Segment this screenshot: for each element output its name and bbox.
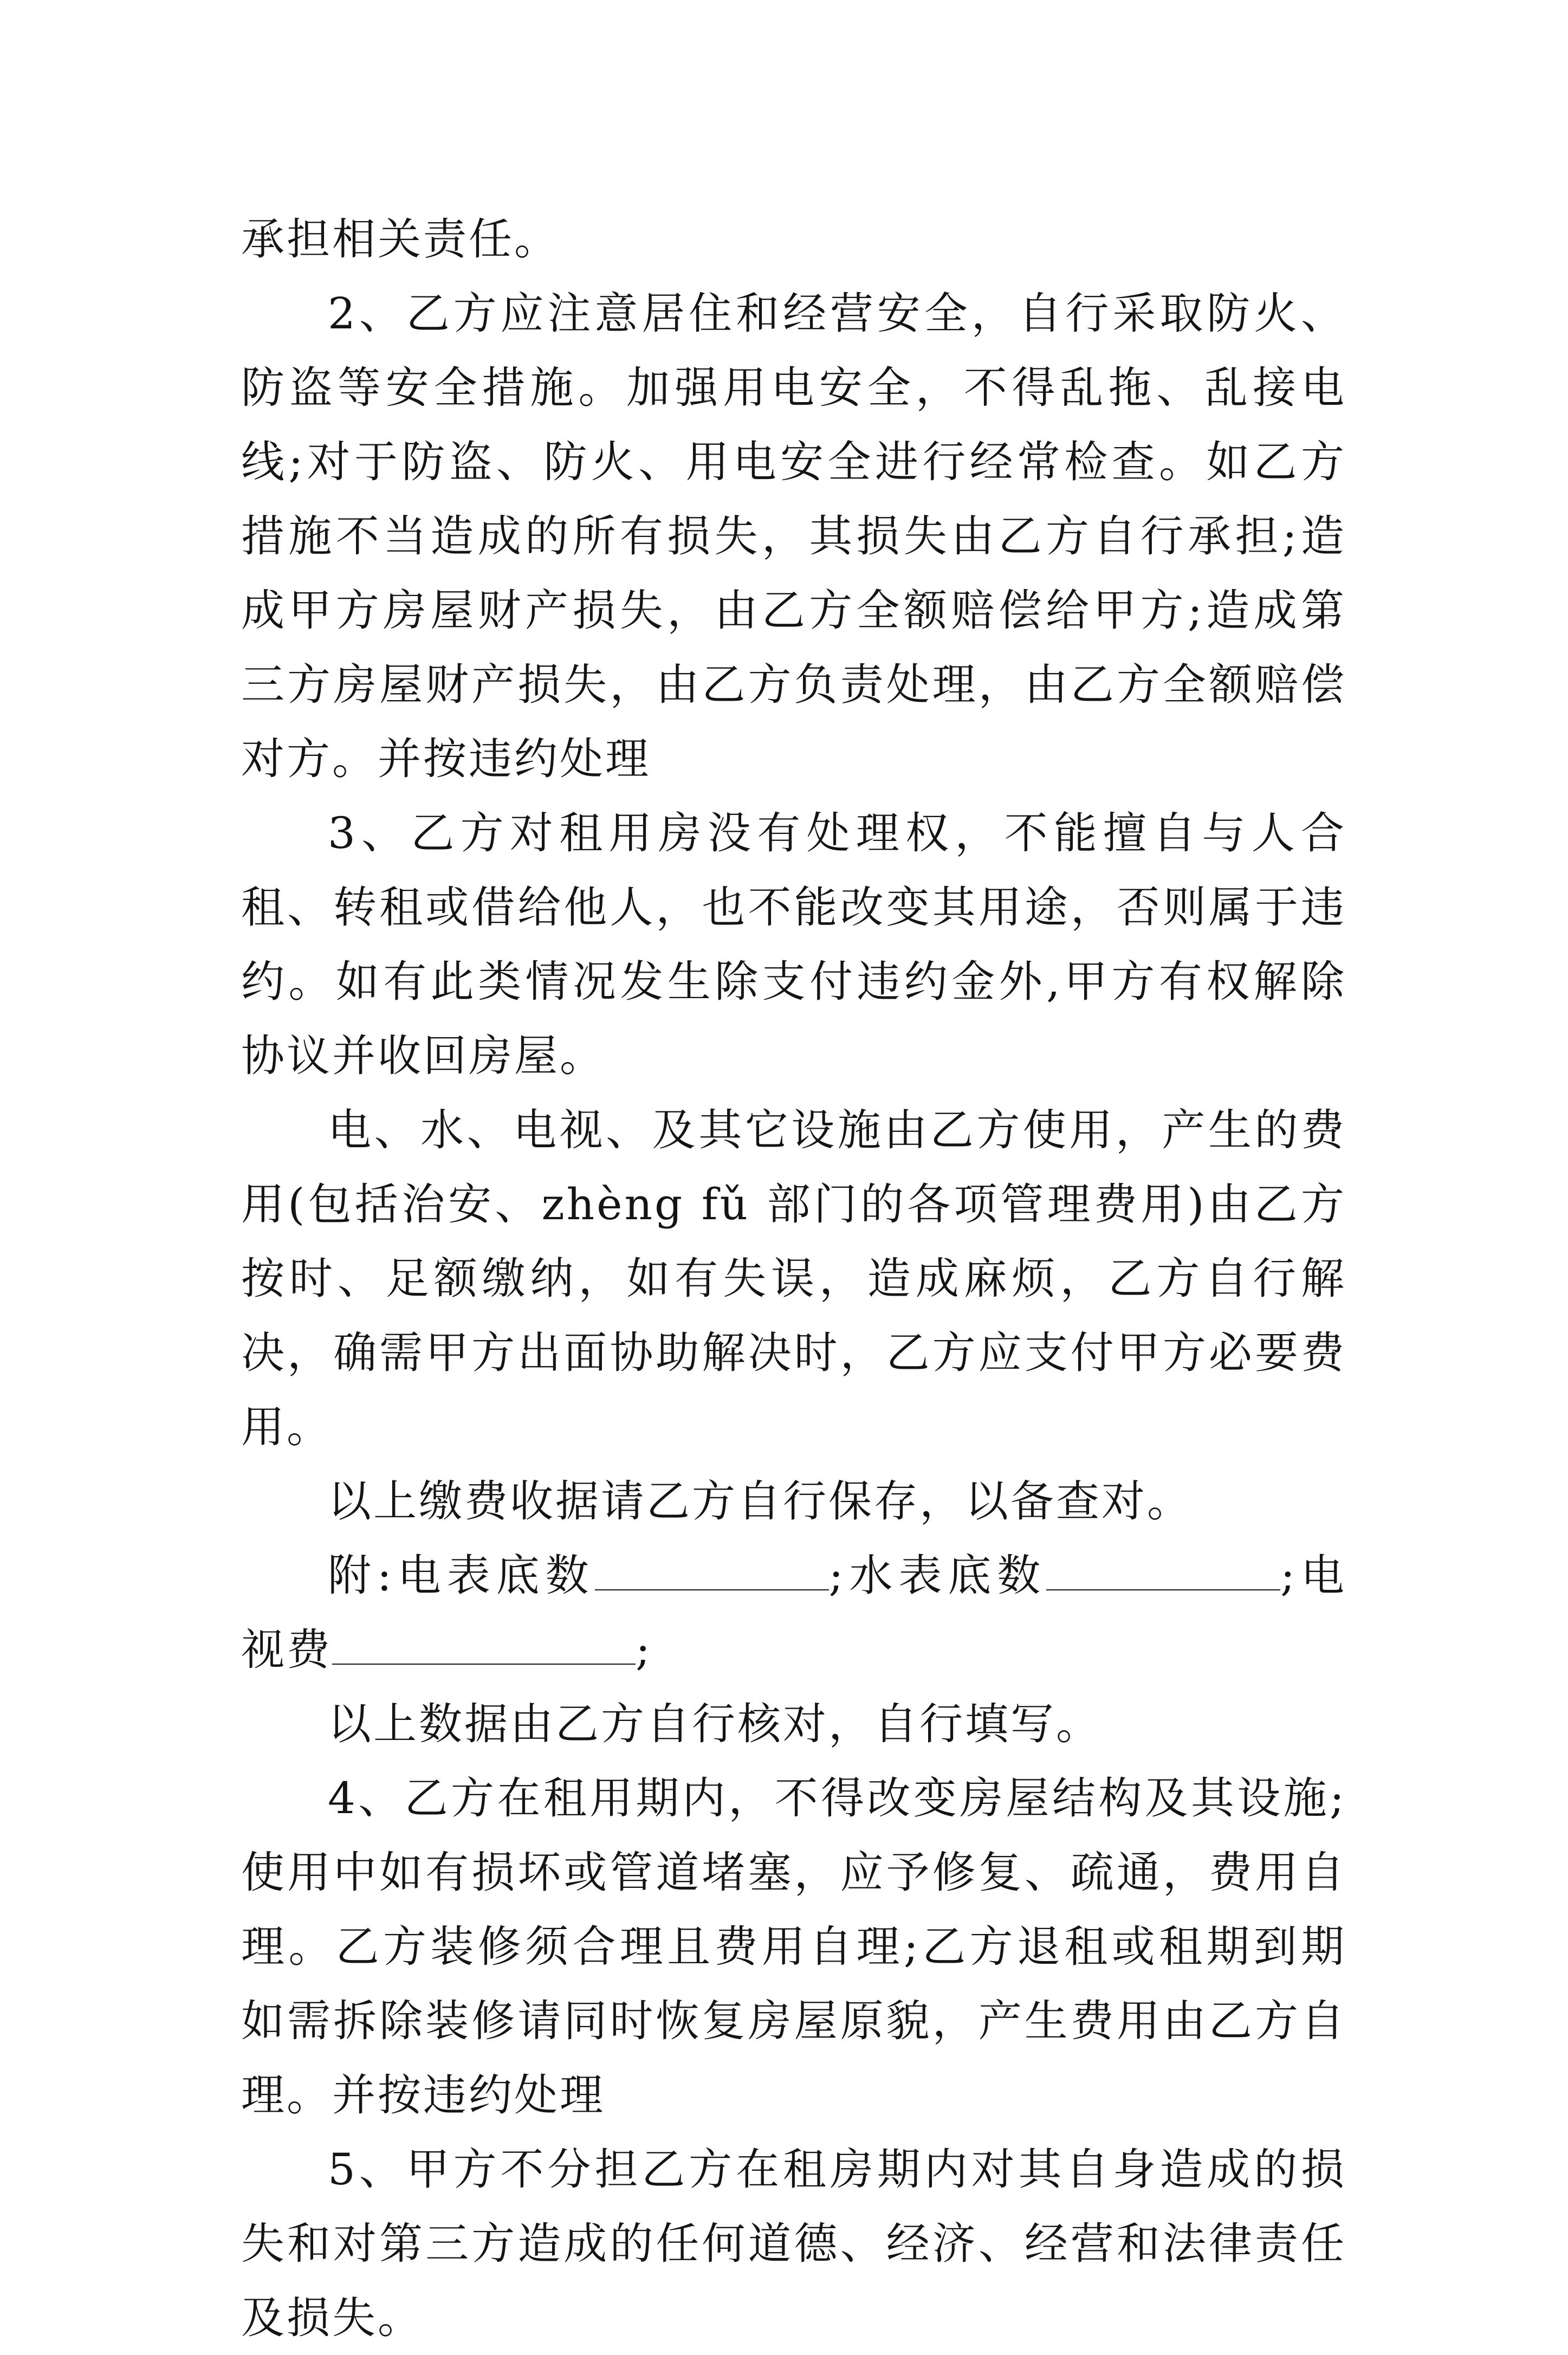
- tv-fee-label: ;电视费: [241, 1550, 1347, 1675]
- water-meter-blank: [1046, 1550, 1280, 1590]
- paragraph-clause-3: 3、乙方对租用房没有处理权，不能擅自与人合租、转租或借给他人，也不能改变其用途，否则属于违约。如有此类情况发生除支付违约金外,甲方有权解除协议并收回房屋。: [241, 808, 1346, 1081]
- paragraph-receipts: 以上缴费收据请乙方自行保存，以备查对。: [328, 1476, 1193, 1526]
- water-meter-label: ;水表底数: [828, 1550, 1047, 1601]
- electric-meter-blank: [595, 1550, 829, 1590]
- paragraph-continued: 承担相关责任。: [241, 214, 560, 264]
- meter-end-punct: ;: [636, 1625, 652, 1675]
- paragraph-verify: 以上数据由乙方自行核对，自行填写。: [328, 1699, 1102, 1749]
- paragraph-clause-4: 4、乙方在租用期内，不得改变房屋结构及其设施;使用中如有损坏或管道堵塞，应予修复、疏通，费用自理。乙方装修须合理且费用自理;乙方退租或租期到期如需拆除装修请同时恢复房屋原貌，产生费用由乙方自理。并按违约处理: [241, 1773, 1346, 2120]
- paragraph-clause-2: 2、乙方应注意居住和经营安全，自行采取防火、防盗等安全措施。加强用电安全，不得乱拖、乱接电线;对于防盗、防火、用电安全进行经常检查。如乙方措施不当造成的所有损失，其损失由乙方自行承担;造成甲方房屋财产损失，由乙方全额赔偿给甲方;造成第三方房屋财产损失，由乙方负责处理，由乙方全额赔偿对方。并按违约处理: [241, 288, 1346, 784]
- paragraph-clause-5: 5、甲方不分担乙方在租房期内对其自身造成的损失和对第三方造成的任何道德、经济、经营和法律责任及损失。: [241, 2144, 1346, 2343]
- paragraph-utilities: 电、水、电视、及其它设施由乙方使用，产生的费用(包括治安、zhèng fǔ 部门的各项管理费用)由乙方按时、足额缴纳，如有失误，造成麻烦，乙方自行解决，确需甲方出面协助解决时，乙方应支付甲方必要费用。: [241, 1105, 1346, 1452]
- tv-fee-blank: [332, 1625, 636, 1665]
- document-body: [241, 202, 1346, 2355]
- paragraph-meter-readings: [241, 1538, 1346, 1687]
- meter-prefix-label: 附:电表底数: [328, 1550, 595, 1601]
